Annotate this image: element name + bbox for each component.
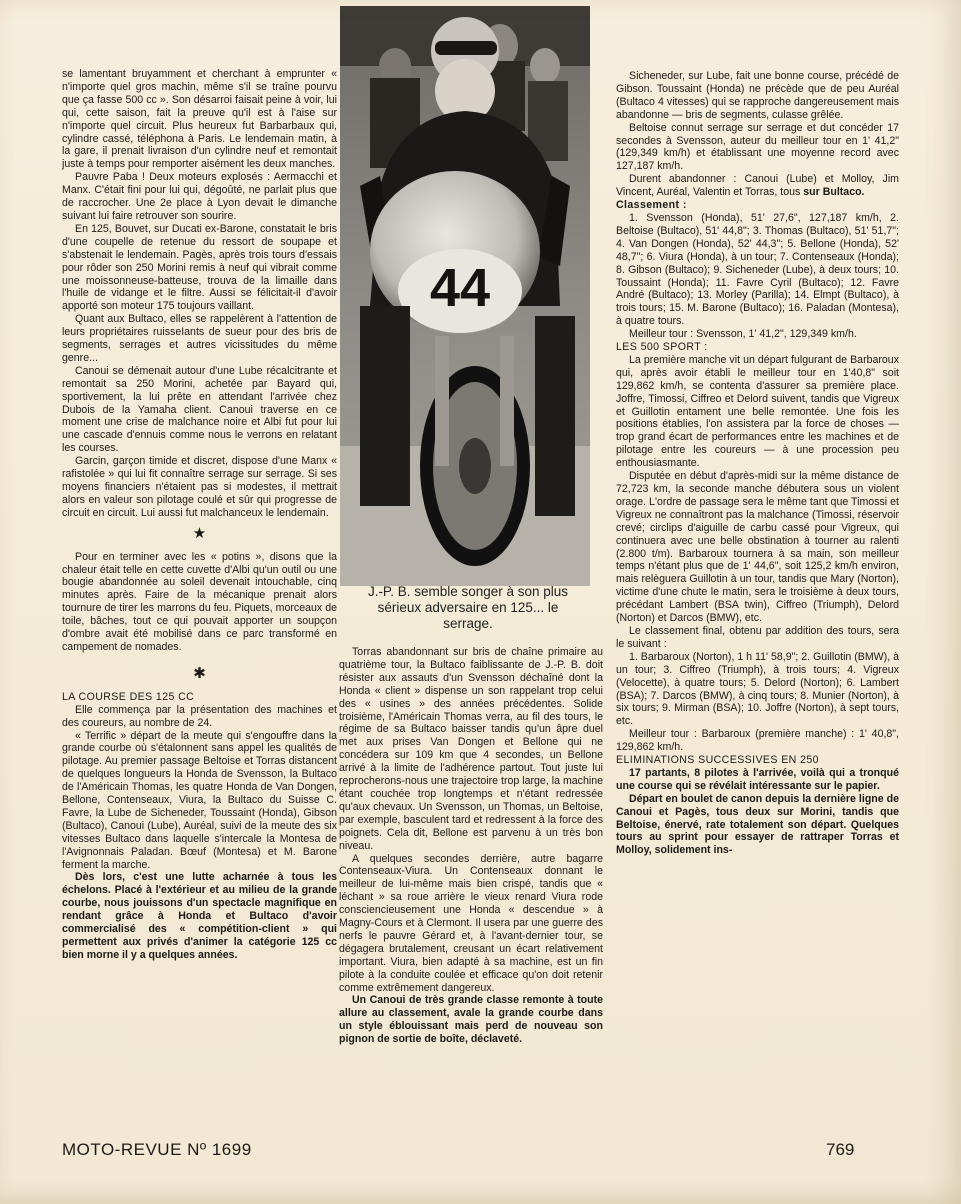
race-number: 44	[429, 258, 491, 318]
paragraph: Pauvre Paba ! Deux moteurs explosés : Aermacchi et Manx. C'était fini pour lui qui, dégoûté, ne parlait plus que de raccrocher. Une 2e place à Lyon devait le dimanche suivant lui faire retrouver son sourire.	[62, 171, 337, 222]
paragraph: « Terrific » départ de la meute qui s'engouffre dans la grande courbe où s'étalonnent sans appel les qualités de pilotage. Au premier passage Beltoise et Torras distancent de quelques longueurs la Honda de Svensson, la Bultaco de l'Américain Thomas, les quatre Honda de Van Dongen, Bellone, Contenseaux, Viura, la Bultaco du Suisse C. Favre, la Lube de Sicheneder, Toussaint (Honda), Gibson (Bultaco), Canoui (Lube), Auréal, suivi de la meute des six vitesses Bultaco dans laquelle s'intercale la Montesa de l'Avignonnais Paladan. Bœuf (Montesa) et M. Barone ferment la marche.	[62, 729, 337, 871]
page-number: 769	[826, 1140, 855, 1159]
paragraph: se lamentant bruyamment et cherchant à emprunter « n'importe quel gros machin, même s'il se traîne pourvu que ça fasse 500 cc ». Son désarroi faisait peine à voir, lui qui, cette saison, fait la preuve qu'il est à l'aise sur n'importe quel circuit. Plus heureux fut Barbarbaux qui, cylindre cassé, téléphona à Paris. Le lendemain matin, à la gare, il prenait livraison d'un cylindre neuf et remontait juste à temps pour remporter aisément les deux manches.	[62, 68, 337, 171]
paragraph-bold: Un Canoui de très grande classe remonte à toute allure au classement, avale la grande courbe dans un style éblouissant mais perd de nouveau son pignon de sortie de boîte, déclaveté.	[339, 994, 603, 1046]
classement-list: 1. Svensson (Honda), 51' 27,6", 127,187 km/h, 2. Beltoise (Bultaco), 51' 44,8"; 3. Thomas (Bultaco), 51' 51,7"; 4. Van Dongen (Honda), 52' 44,3"; 5. Bellone (Honda), 52' 48,7"; 6. Viura (Honda), à un tour; 7. Contenseaux (Honda); 8. Gibson (Bultaco); 9. Sicheneder (Lube), à deux tours; 10. Toussaint (Honda); 11. Favre Cyril (Bultaco); 12. Favre André (Bultaco); 13. Morley (Parilla); 14. Elmpt (Bultaco), à trois tours; 15. M. Barone (Bultaco); 16. Paladan (Montesa), à quatre tours.	[616, 211, 899, 328]
column-right	[616, 70, 899, 857]
star-separator-icon: ★	[192, 524, 207, 542]
paragraph: En 125, Bouvet, sur Ducati ex-Barone, constatait le bris d'une coupelle de retenue du ressort de soupape et s'abstenait le lendemain. Pagès, après trois tours d'essais pour rôder son 250 Morini remis à neuf qui vibrait comme une moissonneuse-batteuse, trouva de la limaille dans l'huile de vidange et le filtre. Aussi se félicitait-il d'avoir apporté son moteur 175 toujours vaillant.	[62, 222, 337, 313]
paragraph: Meilleur tour : Barbaroux (première manche) : 1' 40,8", 129,862 km/h.	[616, 728, 899, 754]
paragraph: Disputée en début d'après-midi sur la même distance de 72,723 km, la seconde manche débutera sous un violent orage. L'ordre de passage sera le même tant que Timossi et Vigreux ne connaîtront pas la malchance (Timossi, réservoir crevé; circlips d'aiguille de carbu cassé pour Vigreux, qui continuera avec une belle obstination à tourner au ralenti (2.800 t/m). Barbaroux tournera à sa main, son meilleur temps n'étant plus que de 1' 44,6", soit 125,2 km/h environ, mais relèguera Guillotin à un tour, tandis que Mary (Norton), victime d'une chute le matin, sera le troisième à deux tours, précédant Lambert (BSA twin), Ciffreo (Triumph), Delord (Norton) et Darcos (BMW), etc.	[616, 470, 899, 625]
paragraph: Beltoise connut serrage sur serrage et dut concéder 17 secondes à Svensson, auteur du meilleur tour en 1' 41,2" (129,349 km/h) et établissant une moyenne record avec 127,187 km/h.	[616, 121, 899, 173]
paragraph: A quelques secondes derrière, autre bagarre Contenseaux-Viura. Un Contenseaux donnant le meilleur de lui-même mais bien crispé, tandis que « léchant » sa roue arrière le vieux renard Viura rode consciencieusement une Honda « descendue » à Magny-Cours et à Clermont. Il usera par une guerre des nerfs le pauvre Gérard et, à l'avant-dernier tour, se dégagera brutalement, creusant un écart relativement important. Viura, bien adapté à sa machine, est un fin pilote à la conduite coulée et efficace qu'on doit retenir comme extrêmement dangereux.	[339, 852, 603, 994]
classement-heading: Classement :	[616, 199, 687, 212]
paragraph: Torras abandonnant sur bris de chaîne primaire au quatrième tour, la Bultaco faiblissante de J.-P. B. doit résister aux assauts d'un Svensson déchaîné dont la Honda « client » dispense un son rappelant trop celui des « usines » des années précédentes. Solide troisième, l'Américain Thomas verra, au fil des tours, le régime de sa Bultaco baisser tandis qu'un âpre duel met aux prises Van Dongen et Bellone qui ne concédera sur 109 km que 4 secondes, un Bellone arrivé à la limite de l'adhérence partout. Tout juste lui reprocherons-nous une trajectoire trop large, la machine étant couchée trop longtemps et n'étant redressée qu'aux chevaux. Un Svensson, un Thomas, un Beltoise, par exemple, basculent tard et redressent à la force des poignets. Cela dit, Bellone est parvenu à un très bon niveau.	[339, 646, 603, 852]
paragraph: Elle commença par la présentation des machines et des coureurs, au nombre de 24.	[62, 703, 337, 729]
paragraph: La première manche vit un départ fulgurant de Barbaroux qui, après avoir établi le meilleur tour en 1'40,8" soit 129,862 km/h, se contenta d'assurer sa première place. Joffre, Timossi, Ciffreo et Delord suivent, tandis que Vigreux et Guillotin entament une belle remontée. Une fois les positions établies, l'on assistera par la force de choses — trop grand écart de performances entre les machines et de pilotage entre les coureurs — à une procession peu enthousiasmante.	[616, 353, 899, 470]
paragraph: Pour en terminer avec les « potins », disons que la chaleur était telle en cette cuvette d'Albi qu'un outil ou une bougie abandonnée au soleil devenait intouchable, cinq minutes après. Faire de la mécanique prenait alors tournure de tirer les marrons du feu. Piquets, morceaux de toile, bâches, tout ce qui pouvait apporter un soupçon d'ombre avait été mobilisé dans ce parc transformé en campement de nomades.	[62, 550, 337, 653]
column-middle	[339, 646, 603, 1046]
paragraph: Canoui se démenait autour d'une Lube récalcitrante et remontait sa 250 Morini, achetée par Bayard qui, sportivement, la lui prête en attendant l'arrivée chez Dubois de la Yamaha client. Canoui traverse en ce moment une crise de malchance noire et Albi fut pour lui une cascade d'ennuis comme nous le verrons en relatant les courses.	[62, 364, 337, 455]
rider-photo-illustration	[340, 6, 590, 586]
abandon-text: Durent abandonner : Canoui (Lube) et Molloy, Jim Vincent, Auréal, Valentin et Torras, tous	[616, 173, 899, 199]
magazine-issue: MOTO-REVUE Nº 1699	[62, 1140, 252, 1159]
paragraph: Le classement final, obtenu par addition des tours, sera le suivant :	[616, 624, 899, 650]
best-lap: Meilleur tour : Svensson, 1' 41,2", 129,349 km/h.	[629, 328, 857, 341]
rider-photo	[340, 6, 590, 586]
abandon-bold: sur Bultaco.	[803, 186, 865, 199]
paragraph: Sicheneder, sur Lube, fait une bonne course, précédé de Gibson. Toussaint (Honda) ne précède que de peu Auréal (Bultaco 4 vitesses) qui se rapproche dangereusement mais abandonne — bris de segments, culasse grêlée.	[616, 70, 899, 121]
sport-heading: LES 500 SPORT :	[616, 341, 708, 354]
paragraph-bold: 17 partants, 8 pilotes à l'arrivée, voilà qui a tronqué une course qui se révélait intéressante sur le papier.	[616, 766, 899, 792]
paragraph: 1. Barbaroux (Norton), 1 h 11' 58,9"; 2. Guillotin (BMW), à un tour; 3. Ciffreo (Triumph), à trois tours; 4. Vigreux (Velocette), à quatre tours; 5. Delord (Norton); 6. Lambert (BSA); 7. Darcos (BMW), à cinq tours; 8. Munier (Norton), à six tours; 9. Mirman (BSA); 10. Joffre (Norton), à sept tours, etc.	[616, 650, 899, 728]
paragraph: Garcin, garçon timide et discret, dispose d'une Manx « rafistolée » qui lui fit connaître serrage sur serrage. Si ses moyens financiers n'étaient pas si modestes, il mettrait alors en valeur son pilotage coulé et sûr qui progresse de circuit en circuit. Lui aussi fut malchanceux le lendemain.	[62, 455, 337, 519]
asterisk-separator-icon: ✱	[193, 664, 206, 682]
column-left	[62, 68, 337, 962]
section-heading-125: LA COURSE DES 125 CC	[62, 690, 195, 703]
paragraph: Quant aux Bultaco, elles se rappelèrent à l'attention de leurs propriétaires ruisseIants de sueur pour des bris de segments, serrages et autres vicissitudes du même genre...	[62, 313, 337, 364]
paragraph-bold: Dès lors, c'est une lutte acharnée à tous les échelons. Placé à l'extérieur et au milieu de la grande courbe, nous jouissons d'un spectacle magnifique en rendant grâce à Honda et Bultaco d'avoir commercialisé des « compétition-client » qui permettent aux privés d'animer la catégorie 125 cc bien morne il y a quelques années.	[62, 871, 337, 961]
paragraph-abandons	[616, 173, 899, 199]
paragraph-bold: Départ en boulet de canon depuis la dernière ligne de Canoui et Pagès, tous deux sur Morini, tandis que Beltoise, énervé, rate totalement son départ. Quelques tours au sprint pour essayer de rattraper Torras et Molloy, solidement ins-	[616, 792, 899, 857]
photo-caption: J.-P. B. semble songer à son plus sérieux adversaire en 125... le serrage.	[367, 584, 569, 631]
elimination-heading: ELIMINATIONS SUCCESSIVES EN 250	[616, 754, 819, 767]
